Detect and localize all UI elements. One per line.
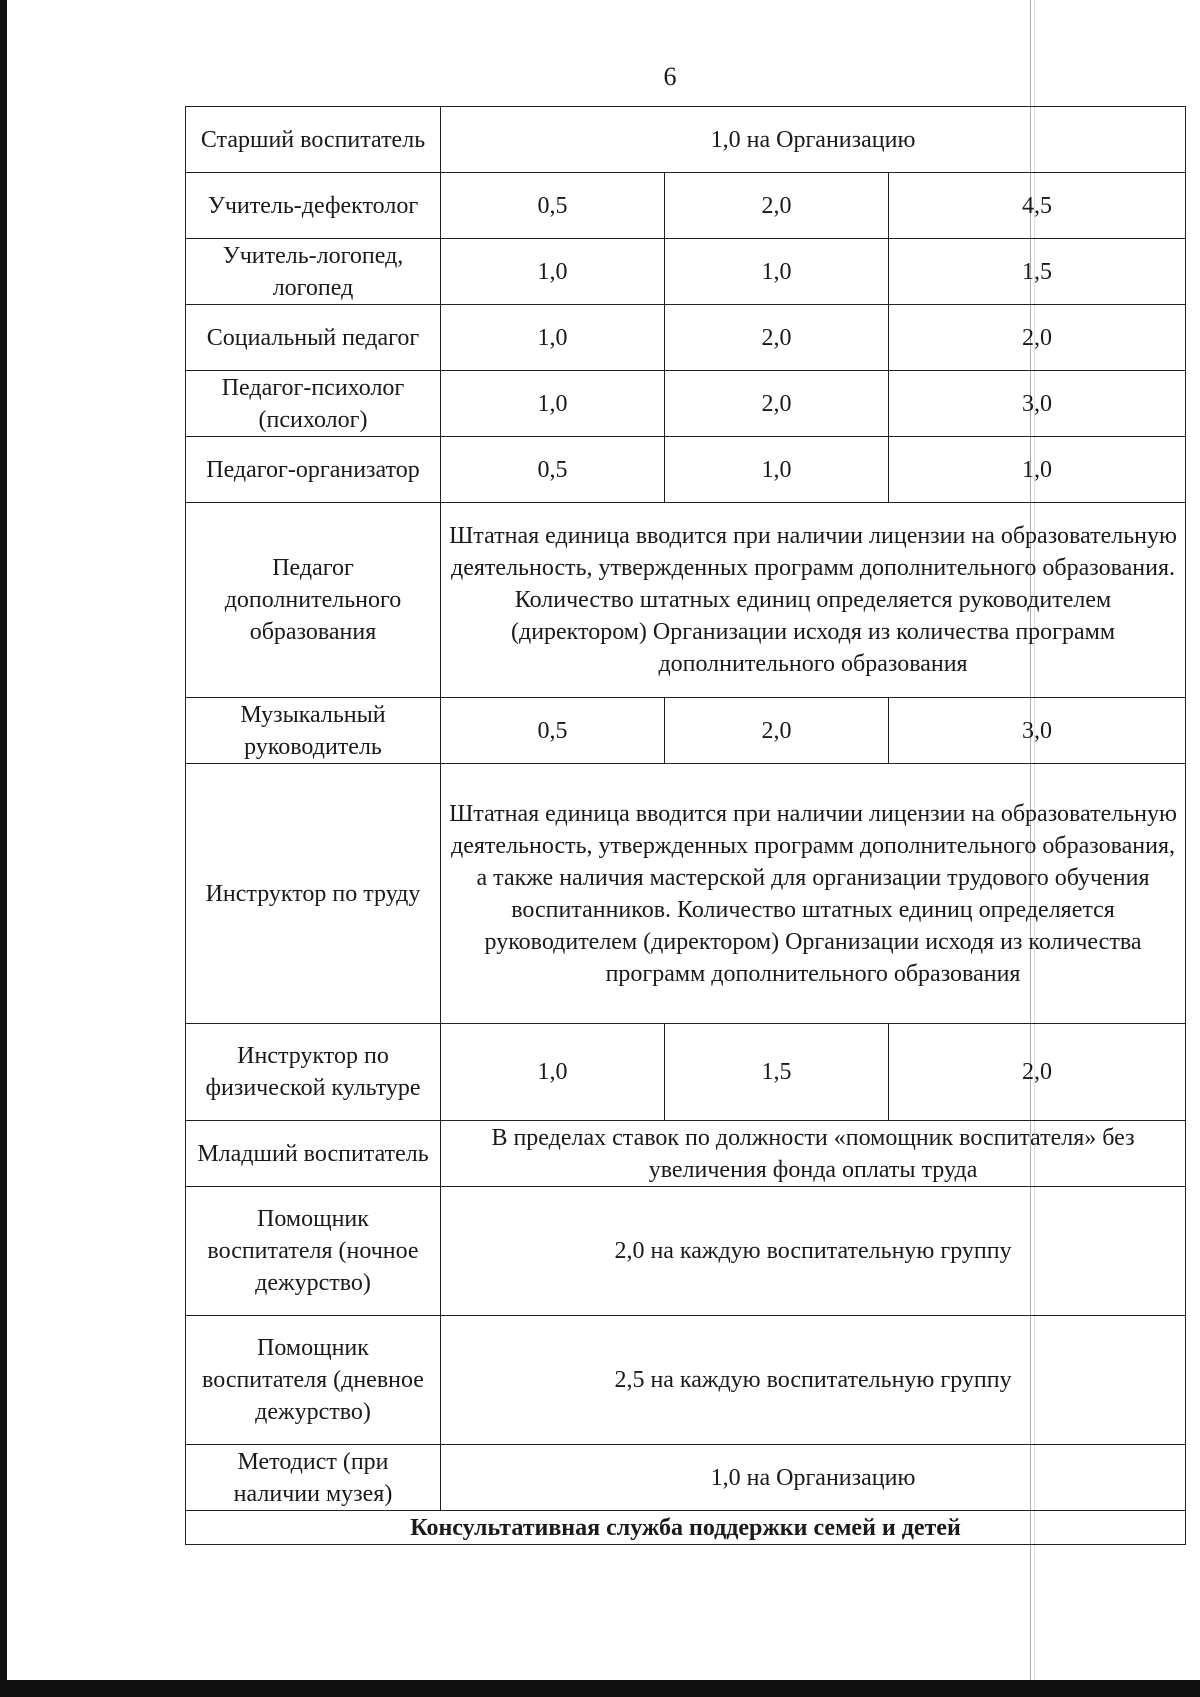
position-cell: Учитель-дефектолог	[186, 173, 441, 239]
position-cell: Учитель-логопед, логопед	[186, 239, 441, 305]
merged-value-cell: 2,5 на каждую воспитательную группу	[441, 1316, 1186, 1445]
value-cell: 1,0	[889, 437, 1186, 503]
table-row	[186, 1121, 1186, 1187]
value-cell: 1,5	[889, 239, 1186, 305]
table-row	[186, 1024, 1186, 1121]
position-cell: Младший воспитатель	[186, 1121, 441, 1187]
section-header: Консультативная служба поддержки семей и детей	[186, 1511, 1186, 1545]
position-cell: Педагог-организатор	[186, 437, 441, 503]
merged-note-cell: В пределах ставок по должности «помощник воспитателя» без увеличения фонда оплаты труда	[441, 1121, 1186, 1187]
value-cell: 1,0	[665, 239, 889, 305]
table-row	[186, 371, 1186, 437]
position-cell: Помощник воспитателя (ночное дежурство)	[186, 1187, 441, 1316]
value-cell: 1,0	[441, 371, 665, 437]
table-row	[186, 305, 1186, 371]
value-cell: 1,0	[441, 1024, 665, 1121]
value-cell: 2,0	[665, 371, 889, 437]
value-cell: 1,0	[441, 239, 665, 305]
position-cell: Помощник воспитателя (дневное дежурство)	[186, 1316, 441, 1445]
position-cell: Педагог дополнительного образования	[186, 503, 441, 698]
value-cell: 0,5	[441, 437, 665, 503]
section-header-row	[186, 1511, 1186, 1545]
position-cell: Педагог-психолог (психолог)	[186, 371, 441, 437]
page-number: 6	[663, 62, 677, 91]
value-cell: 2,0	[889, 305, 1186, 371]
table-row	[186, 437, 1186, 503]
value-cell: 2,0	[665, 173, 889, 239]
value-cell: 0,5	[441, 173, 665, 239]
table-row	[186, 764, 1186, 1024]
scan-bottom-border	[0, 1680, 1200, 1697]
value-cell: 1,0	[665, 437, 889, 503]
value-cell: 1,5	[665, 1024, 889, 1121]
merged-value-cell: 1,0 на Организацию	[441, 107, 1186, 173]
table-row	[186, 503, 1186, 698]
position-cell: Инструктор по физической культуре	[186, 1024, 441, 1121]
table-row	[186, 173, 1186, 239]
value-cell: 2,0	[889, 1024, 1186, 1121]
position-cell: Социальный педагог	[186, 305, 441, 371]
value-cell: 3,0	[889, 698, 1186, 764]
value-cell: 1,0	[441, 305, 665, 371]
value-cell: 4,5	[889, 173, 1186, 239]
position-cell: Инструктор по труду	[186, 764, 441, 1024]
table-row	[186, 698, 1186, 764]
scan-left-border	[0, 0, 7, 1697]
table-row	[186, 1445, 1186, 1511]
value-cell: 2,0	[665, 305, 889, 371]
value-cell: 0,5	[441, 698, 665, 764]
merged-note-cell: Штатная единица вводится при наличии лицензии на образовательную деятельность, утвержденных программ дополнительного образования. Количество штатных единиц определяется руководителем (директором) Организации исходя из количества программ дополнительного образования	[441, 503, 1186, 698]
table-row	[186, 239, 1186, 305]
table-row	[186, 107, 1186, 173]
position-cell: Музыкальный руководитель	[186, 698, 441, 764]
staffing-table	[185, 106, 1186, 1545]
position-cell: Методист (при наличии музея)	[186, 1445, 441, 1511]
merged-value-cell: 2,0 на каждую воспитательную группу	[441, 1187, 1186, 1316]
position-cell: Старший воспитатель	[186, 107, 441, 173]
table-row	[186, 1316, 1186, 1445]
value-cell: 3,0	[889, 371, 1186, 437]
merged-note-cell: Штатная единица вводится при наличии лицензии на образовательную деятельность, утвержденных программ дополнительного образования, а также наличия мастерской для организации трудового обучения воспитанников. Количество штатных единиц определяется руководителем (директором) Организации исходя из количества программ дополнительного образования	[441, 764, 1186, 1024]
value-cell: 2,0	[665, 698, 889, 764]
table-row	[186, 1187, 1186, 1316]
merged-value-cell: 1,0 на Организацию	[441, 1445, 1186, 1511]
